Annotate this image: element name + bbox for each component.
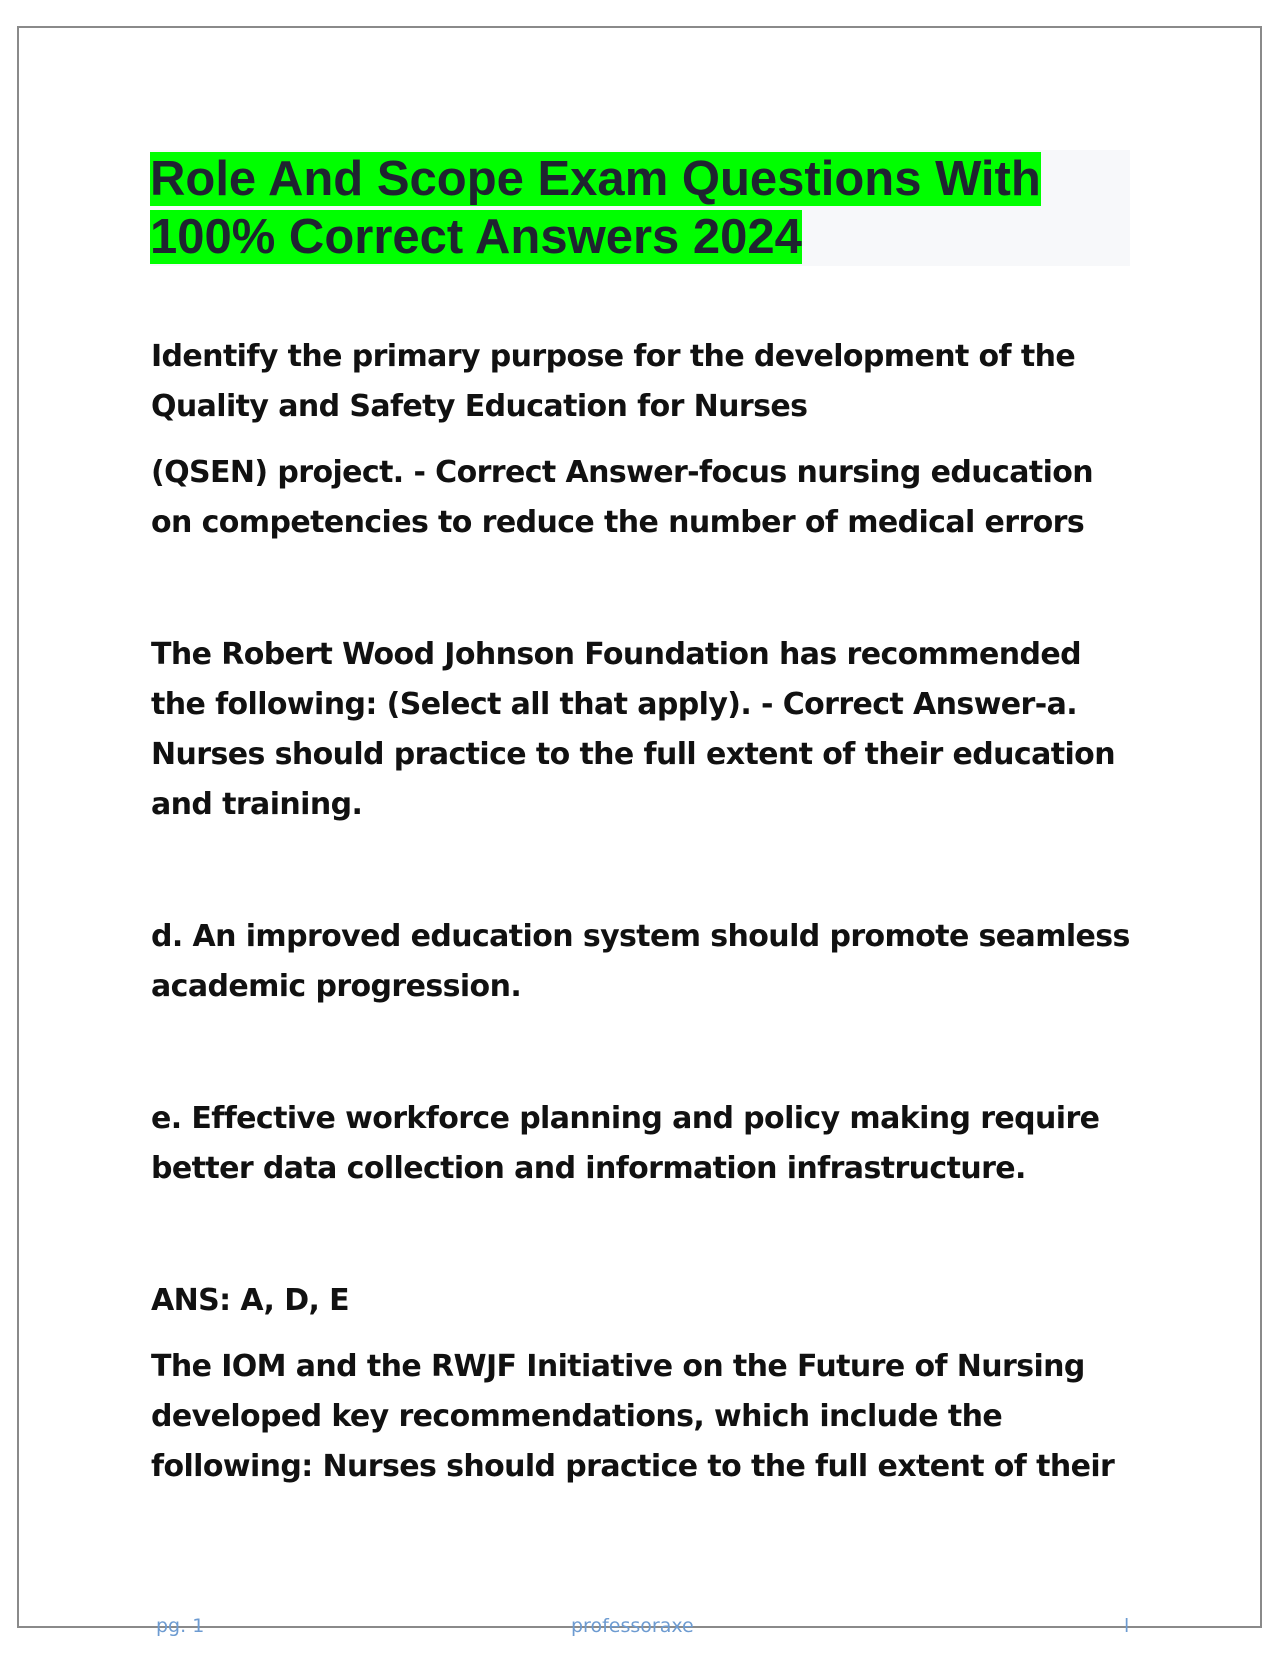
question-1-answer: (QSEN) project. - Correct Answer-focus nursing education on competencies to reduce the number of medical errors xyxy=(151,455,1094,540)
page-footer xyxy=(0,1615,1280,1645)
title-line-1: Role And Scope Exam Questions With xyxy=(150,152,1041,206)
title-line-2: 100% Correct Answers 2024 xyxy=(150,210,802,264)
answer-key: ANS: A, D, E xyxy=(151,1283,350,1318)
footer-right-mark: l xyxy=(1124,1615,1130,1637)
document-title xyxy=(150,150,1130,266)
answer-option-e: e. Effective workforce planning and policy making require better data collection and information infrastructure. xyxy=(151,1101,1100,1186)
question-2-prompt: The Robert Wood Johnson Foundation has recommended the following: (Select all that apply). - Correct Answer-a. Nurses should practice to the full extent of their education and training. xyxy=(151,637,1115,822)
question-3-prompt: The IOM and the RWJF Initiative on the Future of Nursing developed key recommendations, which include the following: Nurses should practice to the full extent of their xyxy=(151,1349,1115,1484)
answer-option-d: d. An improved education system should promote seamless academic progression. xyxy=(151,919,1130,1004)
footer-page-number: pg. 1 xyxy=(156,1615,205,1637)
question-1-prompt: Identify the primary purpose for the development of the Quality and Safety Education for Nurses xyxy=(151,339,1076,424)
document-body xyxy=(151,332,1131,1492)
footer-author: professoraxe xyxy=(571,1615,694,1637)
